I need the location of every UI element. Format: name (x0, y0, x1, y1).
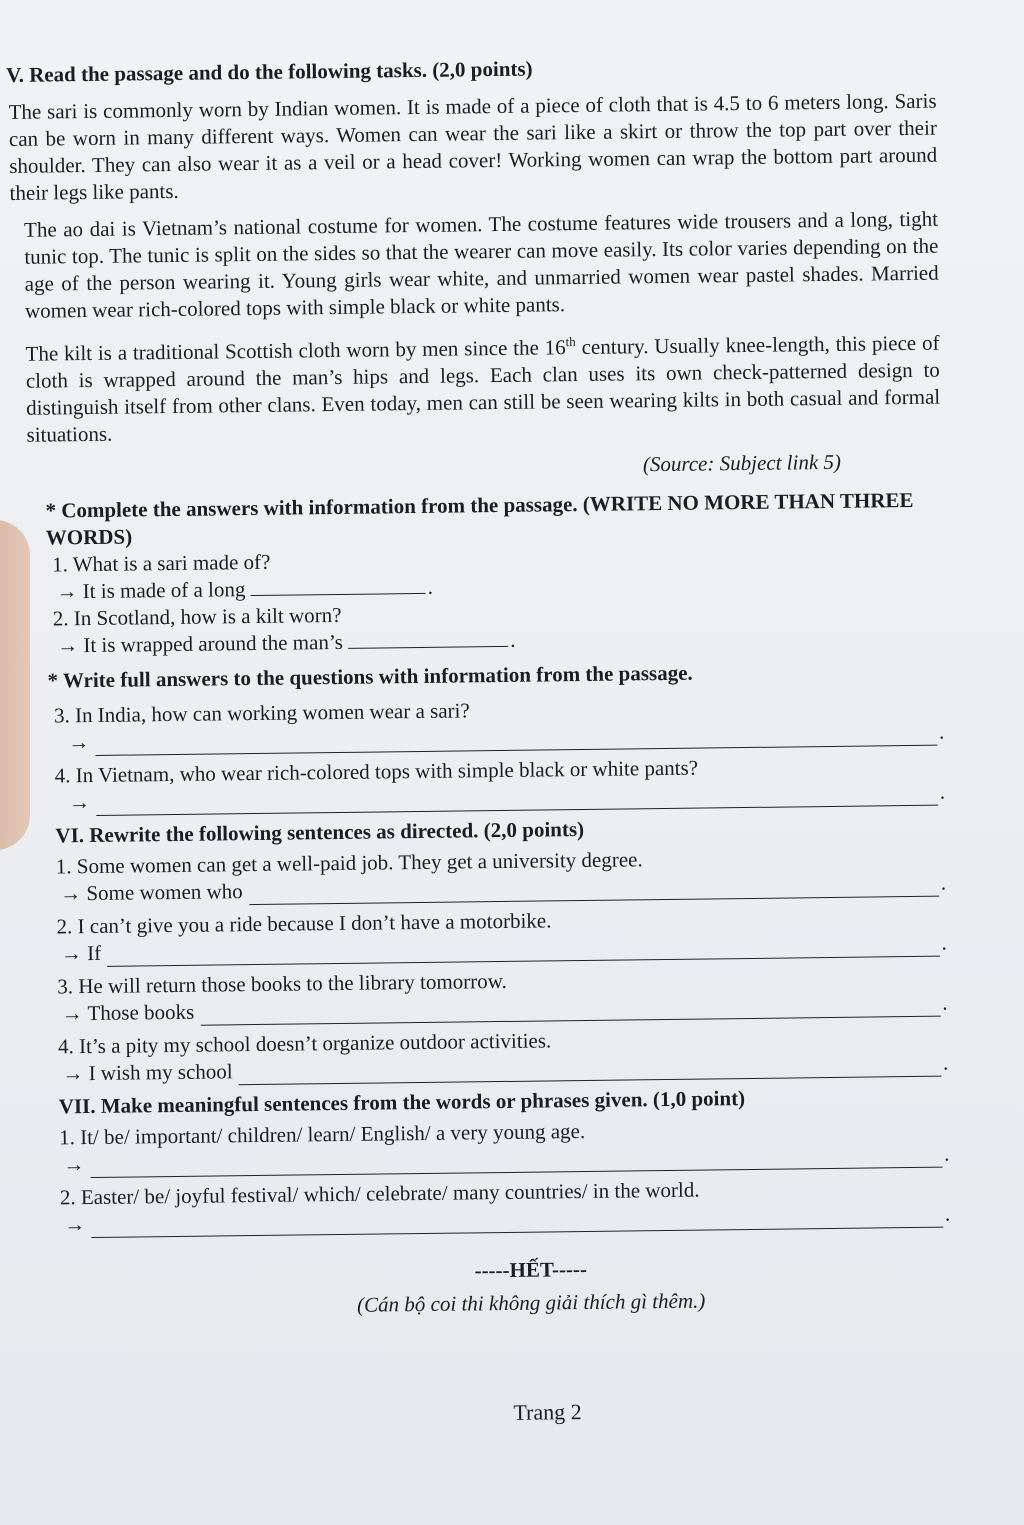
sentence-answer-2-line[interactable] (91, 1207, 943, 1238)
answer-1: → It is made of a long . (56, 574, 434, 604)
answer-2: → It is wrapped around the man’s . (56, 627, 516, 658)
question-2: 2. In Scotland, how is a kilt worn? (52, 602, 342, 631)
passage-paragraph-kilt (9, 324, 940, 449)
exam-content (6, 51, 953, 1432)
task-full-answers: * Write full answers to the questions with information from the passage. (47, 660, 693, 693)
answer-3-arrow: → (68, 730, 90, 755)
sentence-answer-1-line[interactable] (90, 1147, 942, 1178)
rewrite-answer-2-prefix: → If (60, 940, 102, 966)
answer-4-line[interactable] (96, 785, 938, 816)
page-number: Trang 2 (513, 1399, 582, 1425)
rewrite-question-3: 3. He will return those books to the library tomorrow. (57, 968, 507, 999)
rewrite-answer-1-line[interactable] (249, 876, 939, 905)
kilt-text-start: The kilt is a traditional Scottish cloth worn by men since the 16 (25, 335, 566, 366)
sentence-question-2: 2. Easter/ be/ joyful festival/ which/ celebrate/ many countries/ in the world. (59, 1177, 700, 1210)
passage-paragraph-sari: The sari is commonly worn by Indian women. It is made of a piece of cloth that is 4.5 to 6 meters long. Saris can be worn in many different ways. Women can wear the sari like a skirt or throw the top part over their shoulder. They can also wear it as a veil or a head cover! Working women can wrap the bottom part around their legs like pants. (8, 88, 938, 205)
rewrite-answer-2-row: → If . (60, 930, 947, 966)
answer-3-row: → . (68, 719, 945, 755)
task-complete-answers: * Complete the answers with information from the passage. (WRITE NO MORE THAN THREE WORDS) (45, 487, 914, 550)
section-7-heading: VII. Make meaningful sentences from the words or phrases given. (1,0 point) (58, 1086, 746, 1119)
kilt-text-end: century. Usually knee-length, this piece of cloth is wrapped around the man’s hips and legs. Each clan uses its own check-patterned design to distinguish itself from other clans. Even today, men can still be seen wearing kilts in both casual and formal situations. (25, 330, 941, 447)
question-3: 3. In India, how can working women wear a sari? (53, 698, 470, 728)
sentence-answer-1-row: → . (63, 1141, 950, 1177)
rewrite-answer-1-prefix: → Some women who (60, 879, 243, 906)
sentence-answer-1-arrow: → (63, 1152, 85, 1177)
question-1: 1. What is a sari made of? (51, 549, 271, 577)
rewrite-answer-4-row: → I wish my school . (62, 1050, 949, 1086)
passage-paragraph-ao-dai: The ao dai is Vietnam’s national costume for women. The costume features wide trousers and a long, tight tunic top. The tunic is split on the sides so that the wearer can move easily. Its color varies depending on the age of the person wearing it. Young girls wear white, and unmarried women wear pastel shades. Married women wear rich-colored tops with simple black or white pants. (23, 206, 939, 323)
section-5-heading: V. Read the passage and do the following tasks. (2,0 points) (6, 56, 533, 87)
sentence-answer-2-row: → . (64, 1201, 951, 1237)
answer-2-blank[interactable] (348, 628, 508, 649)
answer-3-line[interactable] (95, 725, 937, 756)
rewrite-question-1: 1. Some women can get a well-paid job. They get a university degree. (55, 847, 643, 879)
answer-2-prefix: → It is wrapped around the man’s (56, 629, 344, 658)
question-4: 4. In Vietnam, who wear rich-colored tops with simple black or white pants? (54, 755, 699, 788)
sentence-answer-2-arrow: → (64, 1212, 86, 1237)
sentence-question-1: 1. It/ be/ important/ children/ learn/ English/ a very young age. (58, 1119, 586, 1150)
answer-1-blank[interactable] (251, 575, 426, 596)
rewrite-answer-3-row: → Those books . (61, 990, 948, 1026)
answer-4-arrow: → (68, 790, 91, 815)
rewrite-question-2: 2. I can’t give you a ride because I don’t have a motorbike. (56, 908, 552, 939)
rewrite-answer-1-row: → Some women who . (60, 870, 947, 906)
rewrite-answer-4-prefix: → I wish my school (62, 1059, 233, 1086)
kilt-superscript: th (565, 334, 576, 350)
rewrite-question-4: 4. It’s a pity my school doesn’t organize outdoor activities. (57, 1028, 552, 1059)
rewrite-answer-2-line[interactable] (107, 936, 940, 967)
passage-source: (Source: Subject link 5) (642, 449, 842, 477)
proctor-note: (Cán bộ coi thi không giải thích gì thêm.) (356, 1288, 706, 1317)
rewrite-answer-3-prefix: → Those books (61, 999, 195, 1026)
rewrite-answer-3-line[interactable] (200, 996, 940, 1026)
rewrite-answer-4-line[interactable] (239, 1056, 942, 1086)
answer-4-row: → . (68, 779, 946, 815)
section-6-heading: VI. Rewrite the following sentences as directed. (2,0 points) (55, 816, 585, 848)
answer-1-prefix: → It is made of a long (56, 577, 246, 604)
end-marker: -----HẾT----- (474, 1256, 588, 1283)
